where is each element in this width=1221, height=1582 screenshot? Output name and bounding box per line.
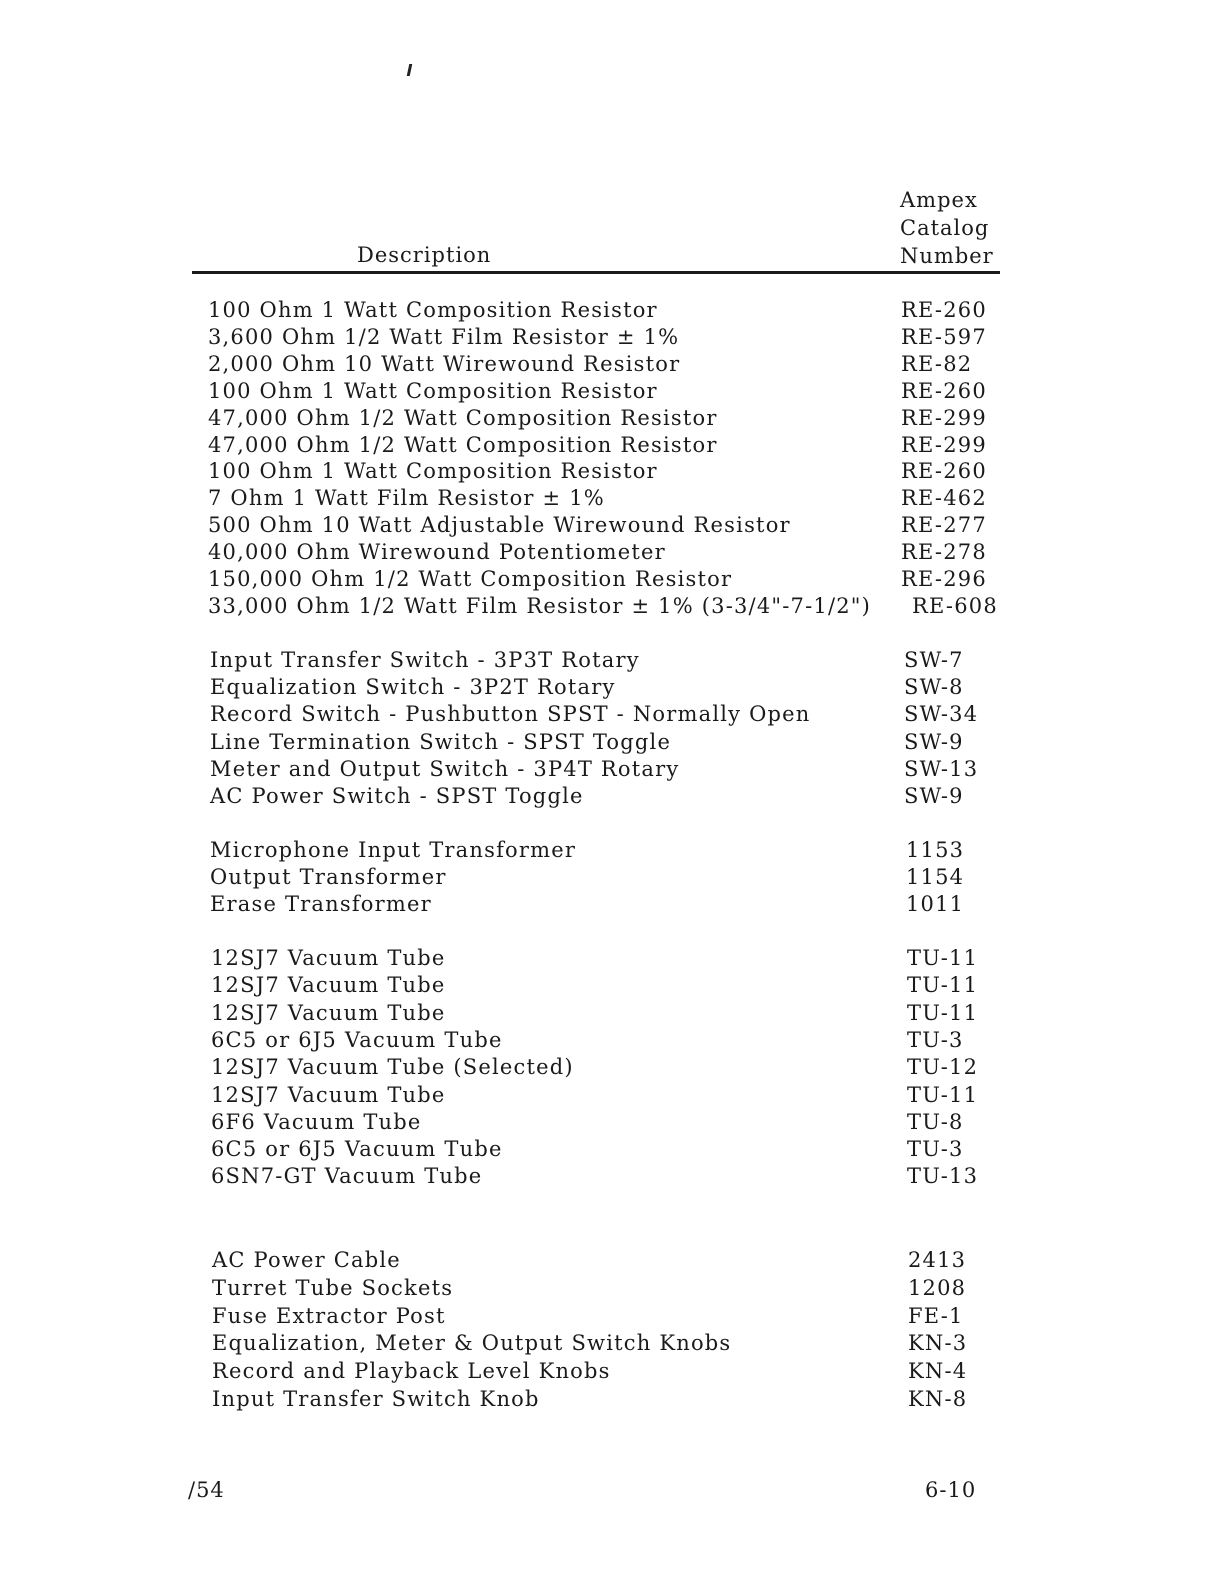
catalog-number: TU-12 bbox=[907, 1055, 979, 1080]
part-description: 500 Ohm 10 Watt Adjustable Wirewound Resistor bbox=[208, 513, 791, 538]
part-description: 6SN7-GT Vacuum Tube bbox=[211, 1164, 483, 1189]
part-description: 3,600 Ohm 1/2 Watt Film Resistor ± 1% bbox=[208, 324, 680, 349]
catalog-number: RE-277 bbox=[901, 513, 987, 538]
catalog-number: RE-82 bbox=[901, 351, 973, 376]
part-description: 100 Ohm 1 Watt Composition Resistor bbox=[208, 298, 658, 322]
part-description: AC Power Cable bbox=[212, 1248, 401, 1272]
catalog-number: RE-299 bbox=[901, 432, 987, 457]
catalog-number: 1153 bbox=[906, 838, 965, 862]
catalog-number: TU-11 bbox=[907, 1082, 979, 1107]
parts-row bbox=[0, 1110, 1221, 1137]
parts-row bbox=[0, 730, 1221, 757]
parts-row bbox=[0, 1083, 1221, 1110]
catalog-number: KN-4 bbox=[908, 1359, 968, 1384]
parts-row bbox=[0, 1387, 1221, 1414]
parts-row bbox=[0, 1331, 1221, 1358]
part-description: Output Transformer bbox=[210, 865, 447, 890]
parts-row bbox=[0, 784, 1221, 811]
part-description: 40,000 Ohm Wirewound Potentiometer bbox=[208, 540, 666, 565]
parts-row bbox=[0, 1164, 1221, 1191]
catalog-number: RE-296 bbox=[901, 567, 987, 591]
part-description: 47,000 Ohm 1/2 Watt Composition Resistor bbox=[208, 405, 718, 430]
parts-row bbox=[0, 838, 1221, 865]
catalog-number: RE-260 bbox=[901, 378, 987, 403]
parts-row bbox=[0, 594, 1221, 621]
stray-mark bbox=[407, 64, 413, 76]
catalog-number: SW-34 bbox=[904, 702, 979, 727]
part-description: Turret Tube Sockets bbox=[212, 1275, 454, 1300]
footer-left: /54 bbox=[188, 1478, 225, 1502]
part-description: 100 Ohm 1 Watt Composition Resistor bbox=[208, 459, 658, 484]
part-description: 12SJ7 Vacuum Tube bbox=[211, 946, 446, 970]
catalog-number: SW-13 bbox=[904, 756, 979, 781]
catalog-number: TU-11 bbox=[907, 1000, 979, 1025]
part-description: 12SJ7 Vacuum Tube (Selected) bbox=[211, 1055, 574, 1080]
catalog-number-header bbox=[900, 186, 994, 270]
parts-row bbox=[0, 459, 1221, 486]
parts-row bbox=[0, 486, 1221, 513]
part-description: Record Switch - Pushbutton SPST - Normally Open bbox=[210, 702, 811, 727]
catalog-number: RE-299 bbox=[901, 405, 987, 430]
part-description: 100 Ohm 1 Watt Composition Resistor bbox=[208, 378, 658, 403]
parts-row bbox=[0, 865, 1221, 892]
parts-row bbox=[0, 702, 1221, 729]
parts-row bbox=[0, 892, 1221, 919]
parts-row bbox=[0, 1359, 1221, 1386]
parts-row bbox=[0, 325, 1221, 352]
part-description: 12SJ7 Vacuum Tube bbox=[211, 1000, 446, 1025]
part-description: Input Transfer Switch - 3P3T Rotary bbox=[210, 648, 640, 672]
catalog-number: SW-9 bbox=[904, 729, 964, 754]
catalog-number: SW-9 bbox=[904, 784, 964, 808]
catalog-number: RE-597 bbox=[901, 324, 987, 349]
parts-row bbox=[0, 1304, 1221, 1331]
catalog-number: 1154 bbox=[906, 865, 965, 890]
parts-row bbox=[0, 433, 1221, 460]
catalog-number: KN-8 bbox=[908, 1387, 968, 1411]
catalog-number: TU-11 bbox=[907, 946, 979, 970]
parts-row bbox=[0, 675, 1221, 702]
parts-row bbox=[0, 406, 1221, 433]
part-description: 12SJ7 Vacuum Tube bbox=[211, 1082, 446, 1107]
page-number: 6-10 bbox=[925, 1478, 977, 1502]
parts-row bbox=[0, 1028, 1221, 1055]
parts-row bbox=[0, 513, 1221, 540]
catalog-number: 1208 bbox=[908, 1275, 967, 1300]
catalog-number: RE-260 bbox=[901, 459, 987, 484]
catalog-number: TU-3 bbox=[907, 1027, 964, 1052]
catalog-header-line: Catalog bbox=[900, 216, 990, 240]
part-description: Fuse Extractor Post bbox=[212, 1303, 446, 1328]
part-description: 12SJ7 Vacuum Tube bbox=[211, 973, 446, 998]
part-description: Line Termination Switch - SPST Toggle bbox=[210, 729, 672, 754]
parts-row bbox=[0, 1055, 1221, 1082]
parts-row bbox=[0, 946, 1221, 973]
catalog-number: KN-3 bbox=[908, 1331, 968, 1356]
catalog-number: 1011 bbox=[906, 892, 965, 917]
catalog-number: SW-7 bbox=[904, 648, 964, 672]
parts-row bbox=[0, 540, 1221, 567]
catalog-number: TU-11 bbox=[907, 973, 979, 998]
catalog-number: TU-3 bbox=[907, 1137, 964, 1162]
catalog-number: 2413 bbox=[908, 1248, 967, 1272]
part-description: 33,000 Ohm 1/2 Watt Film Resistor ± 1% (3-3/4"-7-1/2") bbox=[208, 593, 872, 618]
part-description: Erase Transformer bbox=[210, 892, 432, 917]
part-description: 150,000 Ohm 1/2 Watt Composition Resistor bbox=[208, 567, 733, 591]
parts-row bbox=[0, 648, 1221, 675]
catalog-number: RE-608 bbox=[912, 593, 998, 618]
catalog-number: RE-260 bbox=[901, 298, 987, 322]
parts-row bbox=[0, 973, 1221, 1000]
catalog-header-line: Number bbox=[900, 244, 994, 268]
header-rule bbox=[192, 271, 1000, 274]
catalog-number: SW-8 bbox=[904, 675, 964, 700]
description-header: Description bbox=[357, 243, 492, 267]
part-description: Microphone Input Transformer bbox=[210, 838, 577, 862]
parts-row bbox=[0, 379, 1221, 406]
parts-row bbox=[0, 1276, 1221, 1303]
parts-row bbox=[0, 1001, 1221, 1028]
part-description: 6F6 Vacuum Tube bbox=[211, 1109, 422, 1134]
parts-row bbox=[0, 1137, 1221, 1164]
part-description: 6C5 or 6J5 Vacuum Tube bbox=[211, 1137, 503, 1162]
parts-row bbox=[0, 298, 1221, 325]
part-description: Equalization, Meter & Output Switch Knobs bbox=[212, 1331, 732, 1356]
part-description: 47,000 Ohm 1/2 Watt Composition Resistor bbox=[208, 432, 718, 457]
catalog-number: TU-8 bbox=[907, 1109, 964, 1134]
catalog-number: FE-1 bbox=[908, 1303, 964, 1328]
catalog-number: RE-278 bbox=[901, 540, 987, 565]
catalog-number: RE-462 bbox=[901, 486, 987, 511]
parts-row bbox=[0, 352, 1221, 379]
catalog-number: TU-13 bbox=[907, 1164, 979, 1189]
part-description: AC Power Switch - SPST Toggle bbox=[210, 784, 584, 808]
part-description: Meter and Output Switch - 3P4T Rotary bbox=[210, 756, 680, 781]
parts-row bbox=[0, 567, 1221, 594]
catalog-header-line: Ampex bbox=[900, 188, 978, 212]
part-description: Input Transfer Switch Knob bbox=[212, 1387, 540, 1411]
part-description: 6C5 or 6J5 Vacuum Tube bbox=[211, 1027, 503, 1052]
part-description: 7 Ohm 1 Watt Film Resistor ± 1% bbox=[208, 486, 605, 511]
parts-row bbox=[0, 1248, 1221, 1275]
parts-row bbox=[0, 757, 1221, 784]
part-description: Equalization Switch - 3P2T Rotary bbox=[210, 675, 616, 700]
part-description: Record and Playback Level Knobs bbox=[212, 1359, 611, 1384]
part-description: 2,000 Ohm 10 Watt Wirewound Resistor bbox=[208, 351, 681, 376]
